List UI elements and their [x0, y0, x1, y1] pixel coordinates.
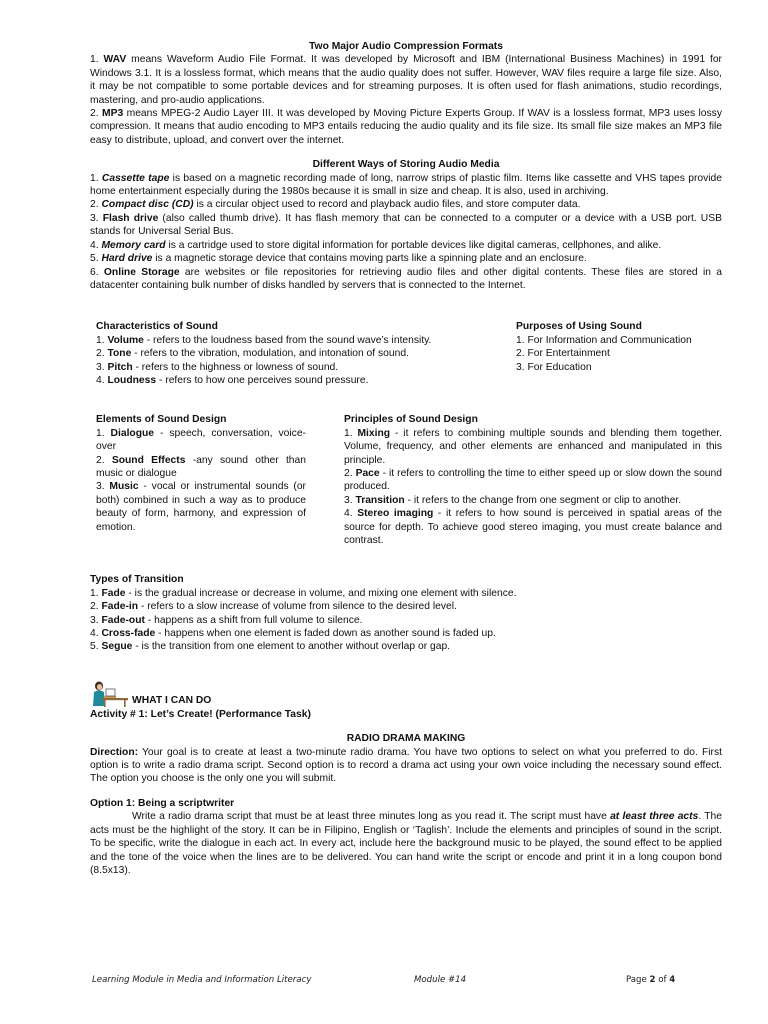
principles-section [344, 413, 722, 547]
activity-title: Activity # 1: Let’s Create! (Performance Task) [90, 708, 311, 720]
list-item: 5. Segue - is the transition from one element to another without overlap or gap. [90, 641, 451, 653]
footer-module-name: Learning Module in Media and Information Literacy [92, 975, 312, 985]
formats-title: Two Major Audio Compression Formats [309, 41, 503, 52]
characteristics-title: Characteristics of Sound [96, 321, 218, 333]
list-item: 5. Hard drive is a magnetic storage device that contains moving parts like a spinning plate and an enclosure. [90, 253, 587, 265]
purposes-title: Purposes of Using Sound [516, 321, 642, 333]
section-label: WHAT I CAN DO [132, 695, 212, 707]
list-item: 2. Fade-in - refers to a slow increase of volume from silence to the desired level. [90, 601, 457, 613]
document-page [90, 40, 722, 877]
list-item: 2. Sound Effects -any sound other than music or dialogue [96, 454, 306, 479]
elements-section [96, 413, 306, 547]
teacher-at-desk-icon [90, 680, 130, 708]
elements-principles-row [90, 413, 722, 547]
task-title: RADIO DRAMA MAKING [346, 733, 466, 745]
list-item: 2. Pace - it refers to controlling the time to either speed up or slow down the sound produced. [344, 467, 722, 493]
list-item: 3. Fade-out - happens as a shift from full volume to silence. [90, 614, 363, 626]
list-item: 4. Memory card is a cartridge used to store digital information for portable devices like digital cameras, cellphones, and alike. [90, 239, 662, 251]
option1-title: Option 1: Being a scriptwriter [90, 797, 235, 809]
list-item: 2. Compact disc (CD) is a circular object used to record and playback audio files, and store computer data. [90, 199, 581, 211]
list-item: 3. Flash drive (also called thumb drive). It has flash memory that can be connected to a computer or a device with a USB port. USB stands for Universal Serial Bus. [90, 212, 722, 238]
list-item: 3. Transition - it refers to the change from one segment or clip to another. [344, 494, 682, 506]
list-item: 1. Dialogue - speech, conversation, voice-over [96, 427, 306, 453]
list-item: 1. For Information and Communication [516, 334, 692, 346]
list-item: 6. Online Storage are websites or file repositories for retrieving audio files and other digital contents. These files are stored in a datacenter containing bulk number of disks handled by servers that is connected to the Internet. [90, 266, 722, 291]
characteristics-purposes-row [90, 320, 722, 387]
transitions-title: Types of Transition [90, 574, 184, 586]
list-item: 3. Pitch - refers to the highness or lowness of sound. [96, 361, 339, 373]
list-item: 4. Loudness - refers to how one perceives sound pressure. [96, 374, 369, 386]
elements-title: Elements of Sound Design [96, 414, 227, 426]
direction-paragraph: Direction: Your goal is to create at least a two-minute radio drama. You have two options to select on what you preferred to do. First option is to write a radio drama script. Second option is to record a drama act using your own voice including the necessary sound effect. The option you choose is the only one you will submit. [90, 746, 722, 785]
what-i-can-do-header [90, 680, 722, 708]
purposes-section [516, 320, 722, 387]
storage-title: Different Ways of Storing Audio Media [312, 159, 500, 171]
option1-paragraph: Write a radio drama script that must be at least three minutes long as you read it. The script must have at least three acts. The acts must be the highlight of the story. It can be in Filipino, English or ‘Taglish’. Include the elements and principles of sound in the script. To be specific, write the dialogue in each act. In every act, include here the background music to be played, the sound effect to be applied and the tone of the voice when the lines are to be delivered. You can hand write the script or encode and print it in a long coupon bond (8.5x13). [90, 811, 723, 876]
list-item: 1. WAV means Waveform Audio File Format. It was developed by Microsoft and IBM (International Business Machines) in 1991 for Windows 3.1. It is a lossless format, which means that the audio quality does not suffer. However, WAV files require a large file size. Also, it may be not compatible to some portable devices and for streaming purposes. It is often used for flash animations, studio recordings, mastering, and pro-audio applications. [90, 54, 722, 106]
list-item: 3. Music - vocal or instrumental sounds (or both) combined in such a way as to produce beauty of form, harmony, and expression of emotion. [96, 481, 306, 533]
list-item: 1. Mixing - it refers to combining multiple sounds and blending them together. Volume, frequency, and other elements are enhanced and manipulated in this principle. [344, 427, 722, 466]
list-item: 4. Cross-fade - happens when one element is faded down as another sound is faded up. [90, 628, 496, 640]
characteristics-section [96, 320, 496, 387]
list-item: 2. For Entertainment [516, 348, 610, 360]
principles-title: Principles of Sound Design [344, 414, 478, 426]
list-item: 3. For Education [516, 361, 592, 373]
list-item: 2. MP3 means MPEG-2 Audio Layer III. It was developed by Moving Picture Experts Group. If WAV is a lossless format, MP3 uses lossy compression. It means that audio encoding to MP3 entails reducing the audio quality and its file size. Its small file size makes an MP3 file easy to distribute, upload, and convert over the internet. [90, 108, 722, 146]
list-item: 1. Volume - refers to the loudness based from the sound wave’s intensity. [96, 334, 432, 346]
footer-module-number: Module #14 [414, 975, 467, 985]
footer-page-number: Page 2 of 4 [626, 975, 676, 985]
list-item: 2. Tone - refers to the vibration, modulation, and intonation of sound. [96, 348, 409, 360]
list-item: 1. Cassette tape is based on a magnetic recording made of long, narrow strips of plastic film. Items like cassette and VHS tapes provide home entertainment especially during the 1980s because it is small in size and cheap. It is also, used in archiving. [90, 172, 722, 198]
list-item: 1. Fade - is the gradual increase or decrease in volume, and mixing one element with silence. [90, 587, 517, 599]
list-item: 4. Stereo imaging - it refers to how sound is perceived in spatial areas of the source for depth. To achieve good stereo imaging, you must create balance and contrast. [344, 508, 723, 546]
